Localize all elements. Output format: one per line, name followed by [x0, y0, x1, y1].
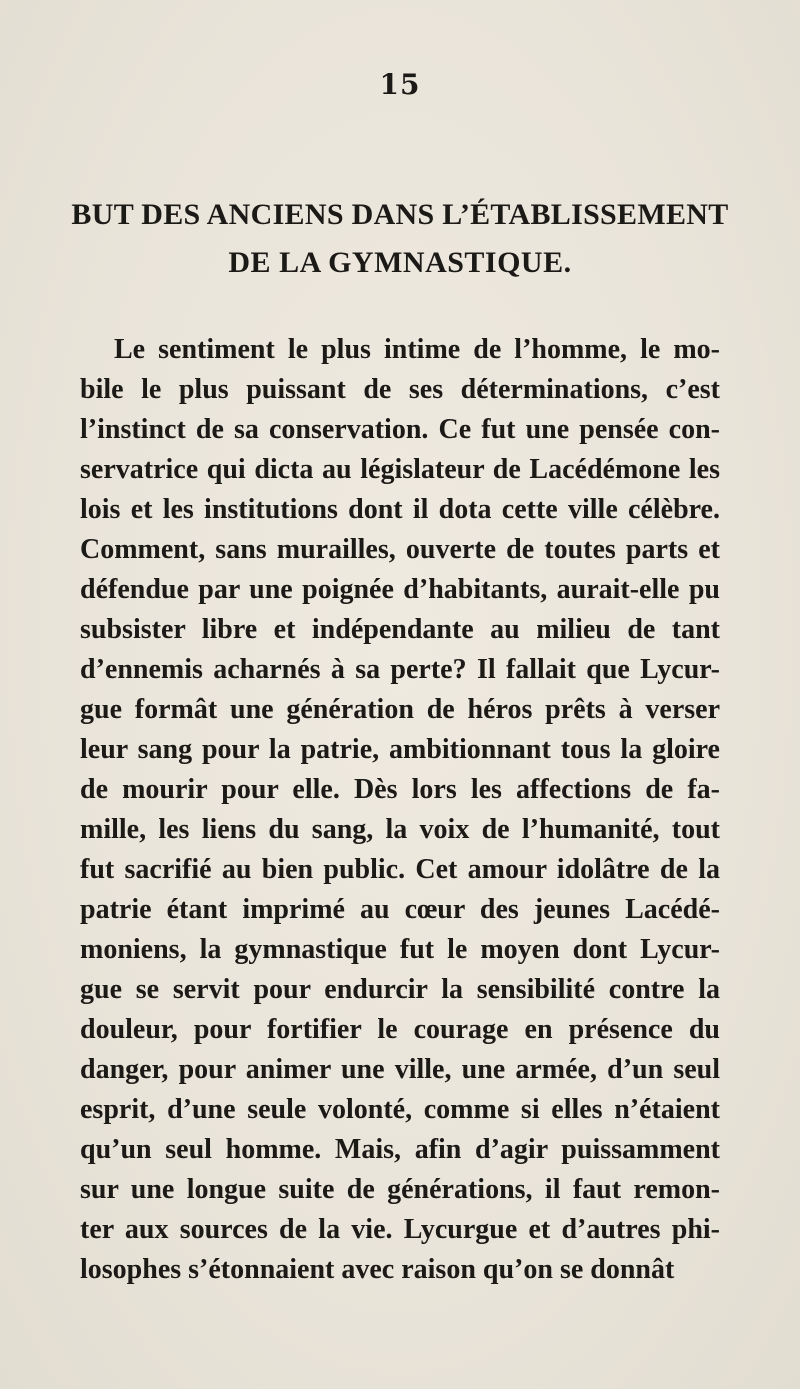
text-line: subsister libre et indépendante au milieu de tant	[80, 614, 720, 645]
text-line: losophes s’étonnaient avec raison qu’on se donnât	[80, 1254, 675, 1285]
text-line: moniens, la gymnastique fut le moyen dont Lycur-	[80, 934, 720, 965]
text-line: mille, les liens du sang, la voix de l’humanité, tout	[80, 814, 720, 845]
text-line: d’ennemis acharnés à sa perte? Il fallait que Lycur-	[80, 654, 720, 685]
chapter-title-line-1: BUT DES ANCIENS DANS L’ÉTABLISSEMENT	[71, 198, 729, 231]
text-line: de mourir pour elle. Dès lors les affections de fa-	[80, 774, 720, 805]
text-line: gue formât une génération de héros prêts à verser	[80, 694, 720, 725]
text-line: bile le plus puissant de ses déterminations, c’est	[80, 374, 720, 405]
text-line: lois et les institutions dont il dota cette ville célèbre.	[80, 494, 720, 525]
text-line: esprit, d’une seule volonté, comme si elles n’étaient	[80, 1094, 720, 1125]
text-line: patrie étant imprimé au cœur des jeunes Lacédé-	[80, 894, 720, 925]
page-number: 15	[379, 68, 421, 101]
text-line: qu’un seul homme. Mais, afin d’agir puissamment	[80, 1134, 720, 1165]
text-line: l’instinct de sa conservation. Ce fut une pensée con-	[80, 414, 720, 445]
text-line: danger, pour animer une ville, une armée, d’un seul	[80, 1054, 720, 1085]
text-line: sur une longue suite de générations, il faut remon-	[80, 1174, 720, 1205]
text-line: défendue par une poignée d’habitants, aurait-elle pu	[80, 574, 720, 605]
chapter-title-line-2: DE LA GYMNASTIQUE.	[228, 246, 572, 279]
text-line: ter aux sources de la vie. Lycurgue et d’autres phi-	[80, 1214, 720, 1245]
text-line: Le sentiment le plus intime de l’homme, le mo-	[114, 334, 720, 365]
text-line: fut sacrifié au bien public. Cet amour idolâtre de la	[80, 854, 720, 885]
text-line: douleur, pour fortifier le courage en présence du	[80, 1014, 720, 1045]
text-line: leur sang pour la patrie, ambitionnant tous la gloire	[80, 734, 720, 765]
text-line: servatrice qui dicta au législateur de Lacédémone les	[80, 454, 720, 485]
text-line: gue se servit pour endurcir la sensibilité contre la	[80, 974, 720, 1005]
text-line: Comment, sans murailles, ouverte de toutes parts et	[80, 534, 720, 565]
